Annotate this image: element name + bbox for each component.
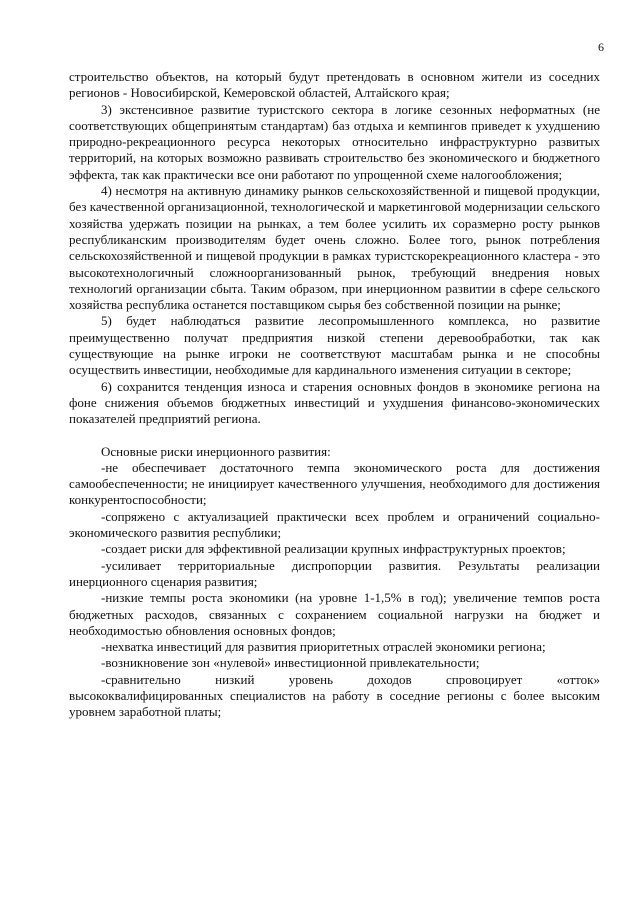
risk-item: -создает риски для эффективной реализации крупных инфраструктурных проектов; [101,541,566,557]
paragraph-continuation: строительство объектов, на который будут претендовать в основном жители из соседних регионов - Новосибирской, Кемеровской областей, Алтайского края; [69,69,600,101]
body-text [69,69,600,721]
paragraph-item-3: 3) экстенсивное развитие туристского сектора в логике сезонных неформатных (не соответствующих общепринятым стандартам) баз отдыха и кемпингов приведет к ухудшению природно-рекреационного ресурса некоторых относительно инфраструктурно развитых территорий, на которых возможно развивать строительство без экономического и бюджетного эффекта, так как практически все они работают по упрощенной схеме налогообложения; [69,101,600,182]
risk-item: -низкие темпы роста экономики (на уровне 1-1,5% в год); увеличение темпов роста бюджетных расходов, связанных с сохранением социальной нагрузки на бюджет и необходимостью обновления основных фондов; [69,590,600,638]
paragraph-item-6: 6) сохранится тенденция износа и старения основных фондов в экономике региона на фоне снижения объемов бюджетных инвестиций и ухудшения финансово-экономических показателей предприятий региона. [69,378,600,427]
risk-item: -не обеспечивает достаточного темпа экономического роста для достижения самообеспеченности; не инициирует качественного улучшения, необходимого для достижения конкурентоспособности; [69,459,600,508]
risk-item: -сравнительно низкий уровень доходов спровоцирует «отток» высококвалифицированных специалистов на работу в соседние регионы с более высоким уровнем заработной платы; [69,671,600,720]
risk-item: -нехватка инвестиций для развития приоритетных отраслей экономики региона; [101,639,546,655]
risk-item: -сопряжено с актуализацией практически всех проблем и ограничений социально-экономического развития республики; [69,508,600,541]
risks-heading: Основные риски инерционного развития: [101,443,331,459]
paragraph-item-5: 5) будет наблюдаться развитие лесопромышленного комплекса, но развитие преимущественно получат предприятия низкой степени деревообработки, так как существующие на рынке игроки не соответствуют масштабам рынка и не способны осуществить инвестиции, необходимые для кардинального изменения ситуации в секторе; [69,313,600,378]
page-number: 6 [598,40,604,54]
risk-item: -усиливает территориальные диспропорции развития. Результаты реализации инерционного сценария развития; [69,557,600,589]
risk-item: -возникновение зон «нулевой» инвестиционной привлекательности; [101,655,480,671]
paragraph-item-4: 4) несмотря на активную динамику рынков сельскохозяйственной и пищевой продукции, без качественной организационной, технологической и маркетинговой модернизации сельского хозяйства удержать позиции на рынках, а тем более усилить их соразмерно росту рынков республиканским производителям будет очень сложно. Более того, рынок потребления сельскохозяйственной и пищевой продукции в рамках туристскорекреационного кластера - это высокотехнологичный сложноорганизованный рынок, требующий внедрения новых технологий организации сбыта. Таким образом, при инерционном развитии в сфере сельского хозяйства республика останется поставщиком сырья без собственной позиции на рынке; [69,183,600,313]
